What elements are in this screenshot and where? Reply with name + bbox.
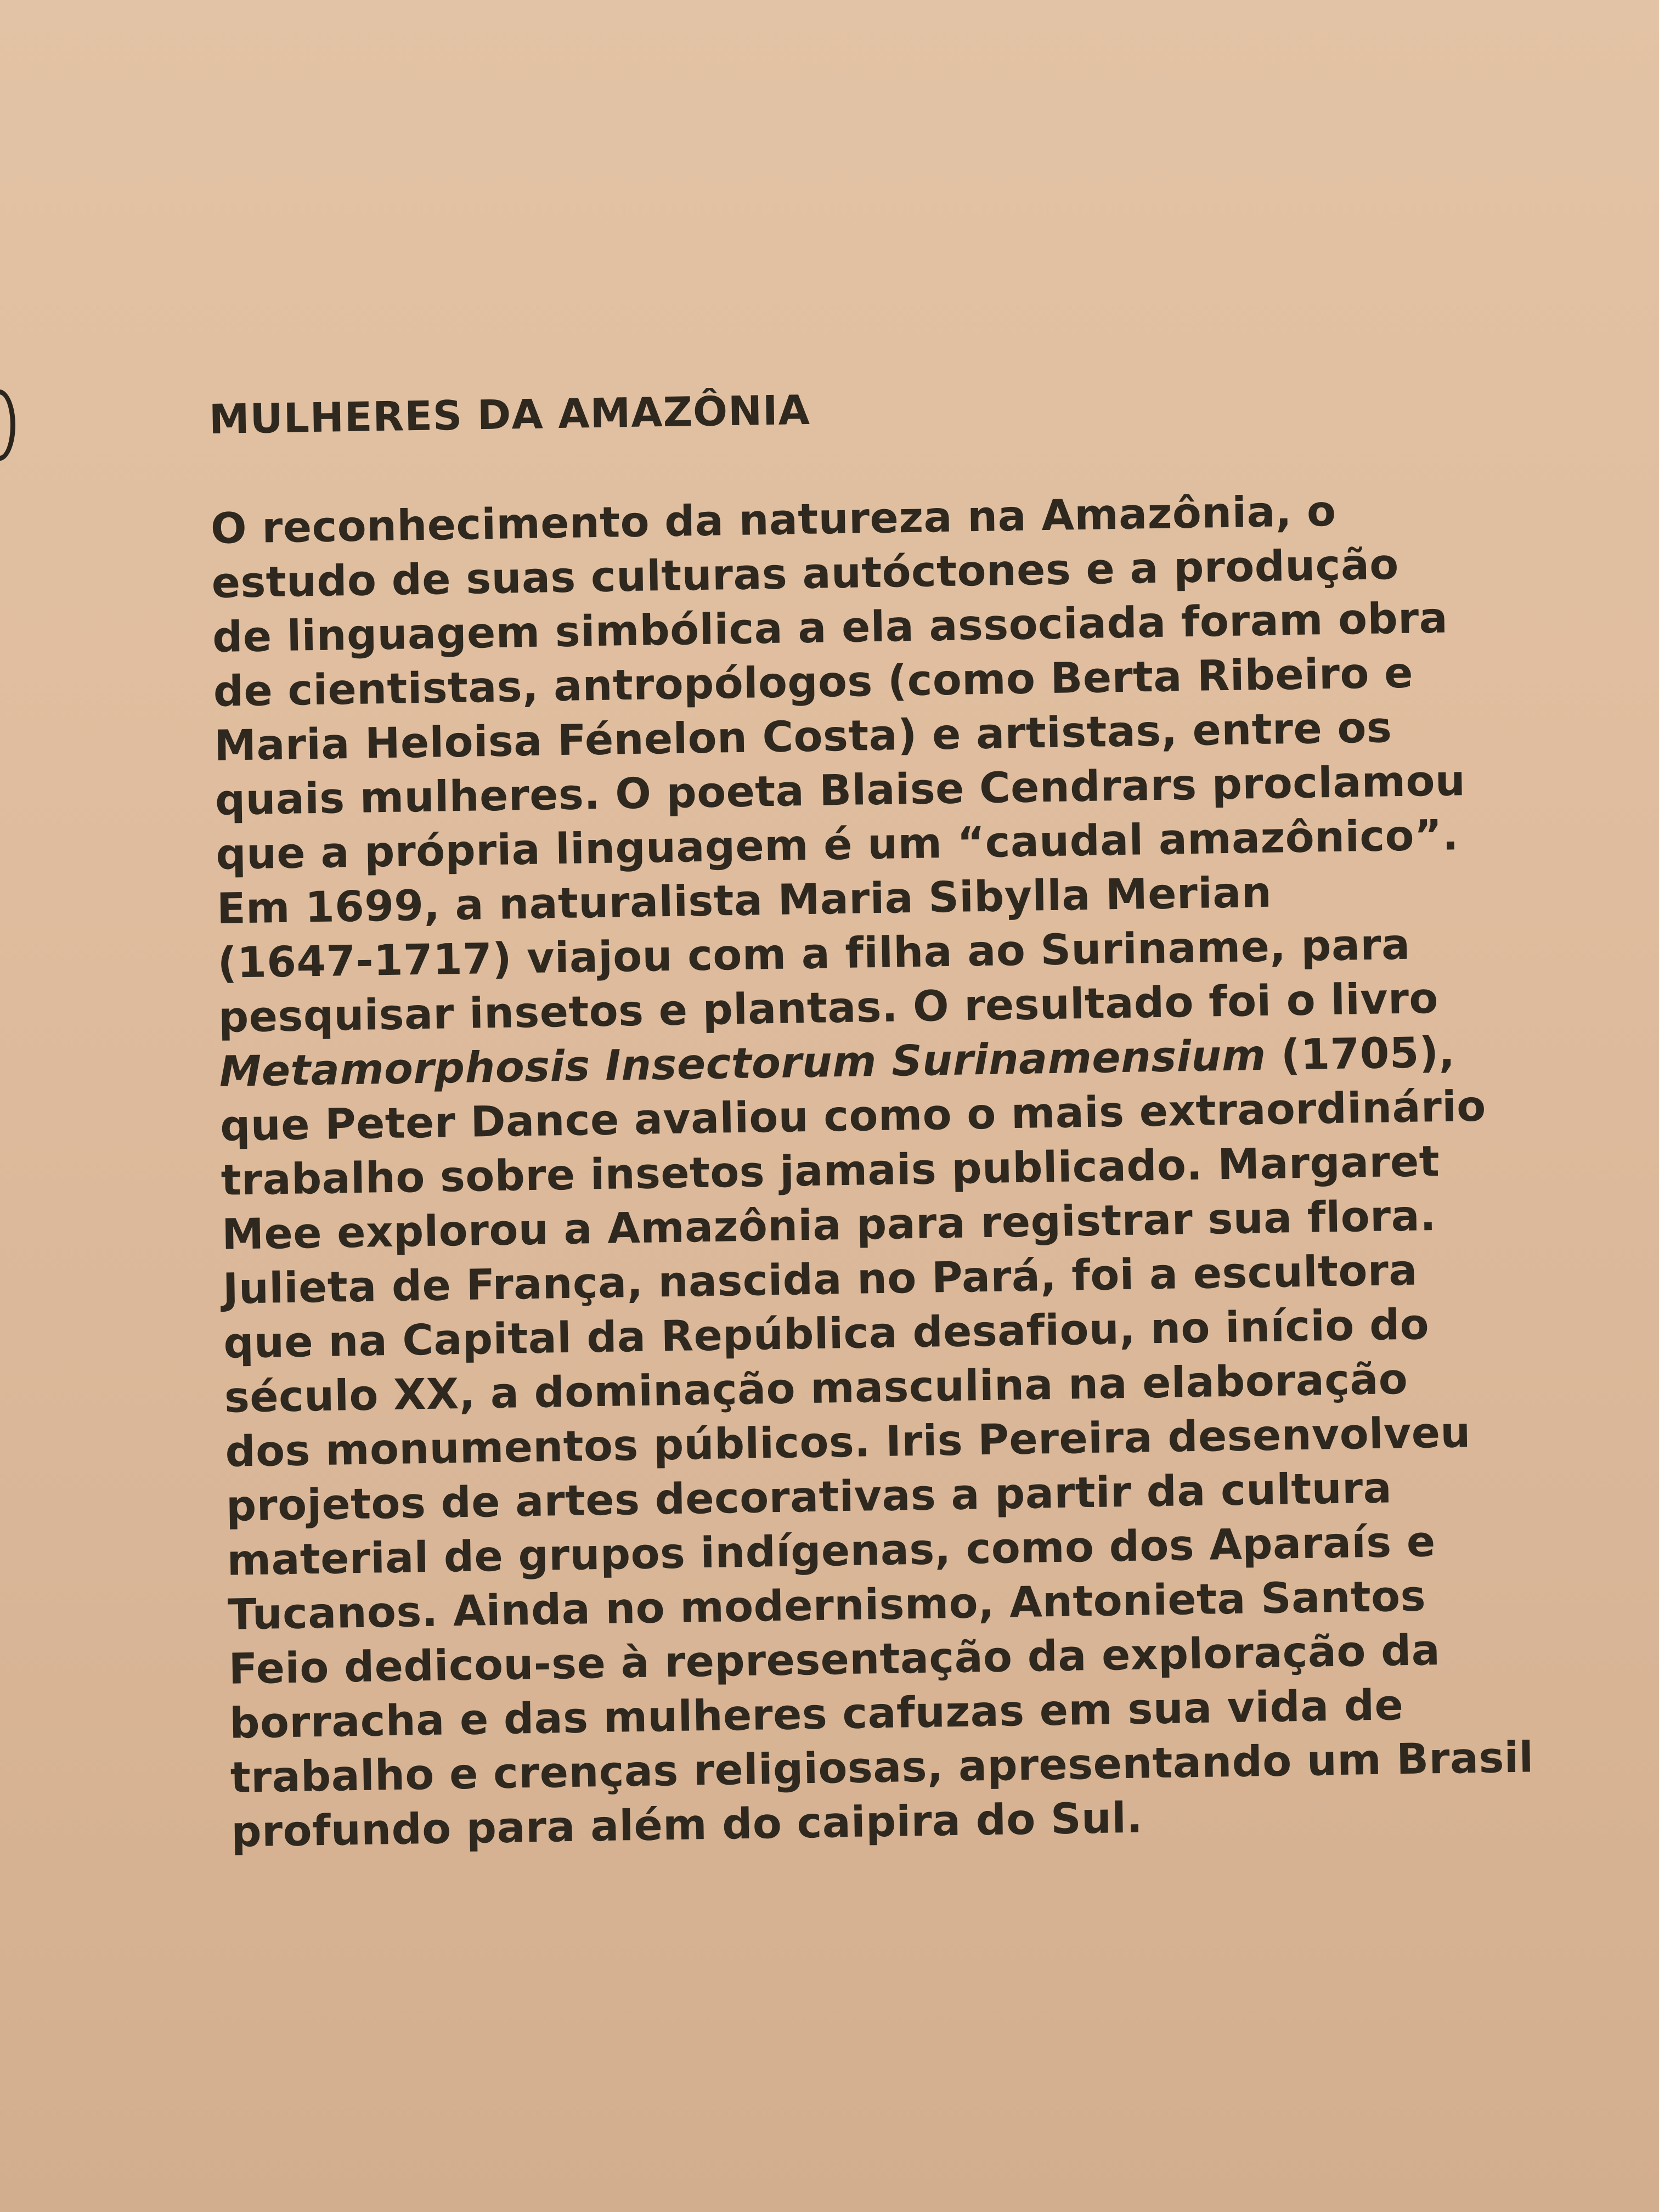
- text-line: século XX, a dominação masculina na elaboração: [224, 1355, 1408, 1423]
- wall-fixture-edge: [0, 390, 15, 461]
- text-line: que na Capital da República desafiou, no início do: [223, 1300, 1430, 1368]
- text-line: borracha e das mulheres cafuzas em sua vida de: [229, 1681, 1404, 1748]
- text-line: Feio dedicou-se à representação da exploração da: [228, 1626, 1441, 1694]
- text-line: de cientistas, antropólogos (como Berta Ribeiro e: [213, 648, 1414, 716]
- panel-body-text: [210, 482, 1534, 1860]
- text-line: Em 1699, a naturalista Maria Sibylla Merian: [216, 868, 1272, 934]
- museum-wall-text-panel: [208, 364, 1534, 1860]
- panel-title: MULHERES DA AMAZÔNIA: [208, 386, 811, 443]
- book-year: (1705),: [1265, 1028, 1455, 1080]
- text-line: profundo para além do caipira do Sul.: [230, 1793, 1143, 1857]
- text-line: projetos de artes decorativas a partir da cultura: [225, 1464, 1392, 1531]
- text-line: estudo de suas culturas autóctones e a produção: [211, 540, 1400, 608]
- text-line: quais mulheres. O poeta Blaise Cendrars proclamou: [215, 757, 1466, 825]
- text-line: dos monumentos públicos. Iris Pereira desenvolveu: [224, 1408, 1471, 1477]
- text-line: que Peter Dance avaliou como o mais extraordinário: [219, 1082, 1487, 1151]
- text-line: trabalho e crenças religiosas, apresentando um Brasil: [230, 1733, 1534, 1803]
- text-line: O reconhecimento da natureza na Amazônia, o: [210, 487, 1337, 554]
- text-line: (1647-1717) viajou com a filha ao Suriname, para: [217, 920, 1411, 988]
- text-line: de linguagem simbólica a ela associada foram obra: [212, 594, 1448, 662]
- text-line: Maria Heloisa Fénelon Costa) e artistas, entre os: [213, 703, 1392, 771]
- book-title-italic: Metamorphosis Insectorum Surinamensium: [219, 1031, 1267, 1097]
- text-line: material de grupos indígenas, como dos Aparaís e: [227, 1517, 1436, 1585]
- text-line: Mee explorou a Amazônia para registrar sua flora.: [221, 1192, 1437, 1260]
- text-line: que a própria linguagem é um “caudal amazônico”.: [215, 811, 1459, 879]
- text-line: pesquisar insetos e plantas. O resultado foi o livro: [218, 974, 1439, 1042]
- text-line: Julieta de França, nascida no Pará, foi a escultora: [222, 1246, 1418, 1314]
- text-line: trabalho sobre insetos jamais publicado. Margaret: [221, 1137, 1440, 1205]
- text-line: Tucanos. Ainda no modernismo, Antonieta Santos: [227, 1572, 1426, 1640]
